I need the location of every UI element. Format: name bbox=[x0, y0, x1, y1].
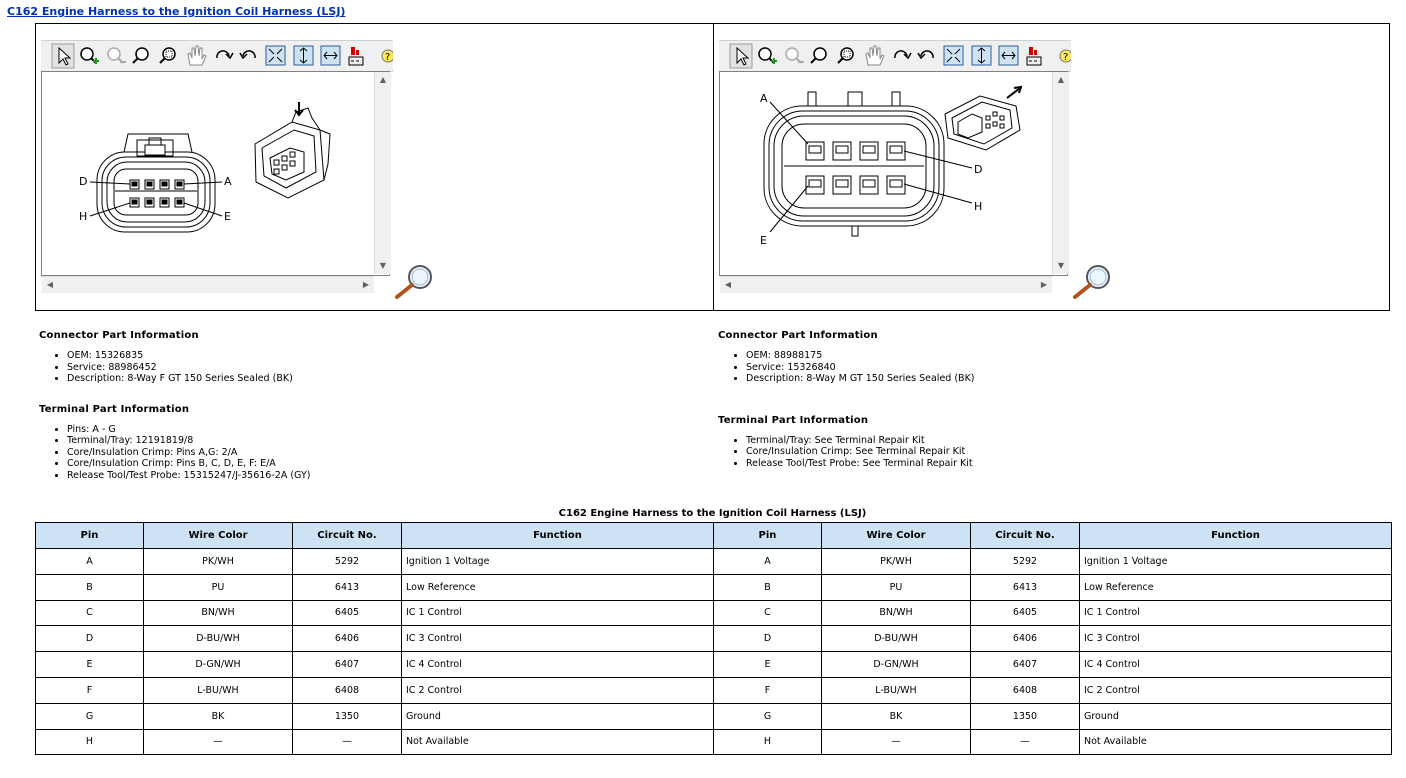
horizontal-scrollbar[interactable] bbox=[42, 276, 374, 293]
pin-cell: H bbox=[36, 729, 144, 755]
column-header-wire-color: Wire Color bbox=[144, 523, 293, 549]
scroll-up-icon[interactable]: ▲ bbox=[1057, 75, 1065, 84]
column-header-function: Function bbox=[1080, 523, 1392, 549]
connector-info-list bbox=[39, 350, 310, 385]
wire-color-cell: — bbox=[144, 729, 293, 755]
left-connector-drawing[interactable] bbox=[41, 71, 390, 276]
zoom-icon[interactable] bbox=[133, 48, 148, 63]
circuit-no-cell: 6408 bbox=[293, 677, 402, 703]
right-connector-drawing[interactable] bbox=[719, 71, 1068, 276]
function-cell: Ignition 1 Voltage bbox=[1080, 549, 1392, 575]
pin-cell: H bbox=[714, 729, 822, 755]
scroll-up-icon[interactable]: ▲ bbox=[379, 75, 387, 84]
function-cell: Ground bbox=[1080, 703, 1392, 729]
vertical-scrollbar[interactable] bbox=[1052, 72, 1069, 274]
scroll-down-icon[interactable]: ▼ bbox=[1057, 261, 1065, 270]
zoom-out-icon[interactable] bbox=[108, 48, 126, 63]
select-arrow-icon[interactable] bbox=[730, 44, 752, 68]
annotation-icon[interactable] bbox=[1027, 47, 1041, 65]
help-icon[interactable] bbox=[382, 50, 393, 63]
fit-all-icon[interactable] bbox=[944, 46, 963, 65]
terminal-info-heading: Terminal Part Information bbox=[718, 414, 869, 426]
pin-cell: B bbox=[714, 574, 822, 600]
pin-cell: E bbox=[36, 652, 144, 678]
left-connector-illustration bbox=[42, 72, 389, 275]
connector-info-heading: Connector Part Information bbox=[718, 330, 878, 341]
zoom-area-icon[interactable] bbox=[838, 48, 853, 63]
table-row bbox=[36, 574, 1392, 600]
circuit-no-cell: 5292 bbox=[293, 549, 402, 575]
list-item: • Description: 8-Way F GT 150 Series Sealed (BK) bbox=[67, 373, 310, 385]
circuit-no-cell: 1350 bbox=[971, 703, 1080, 729]
pin-cell: A bbox=[714, 549, 822, 575]
annotation-icon[interactable] bbox=[349, 47, 363, 65]
function-cell: Ignition 1 Voltage bbox=[402, 549, 714, 575]
fit-all-icon[interactable] bbox=[266, 46, 285, 65]
pin-label-d: D bbox=[79, 175, 88, 188]
rotate-clockwise-icon[interactable] bbox=[895, 51, 911, 58]
list-item: • Release Tool/Test Probe: See Terminal Repair Kit bbox=[746, 458, 975, 470]
pin-cell: A bbox=[36, 549, 144, 575]
table-row bbox=[36, 626, 1392, 652]
left-image-viewer bbox=[41, 40, 396, 295]
magnify-icon[interactable] bbox=[393, 263, 437, 299]
circuit-no-cell: — bbox=[971, 729, 1080, 755]
list-item: • Core/Insulation Crimp: Pins B, C, D, E, F: E/A bbox=[67, 458, 310, 470]
table-caption: C162 Engine Harness to the Ignition Coil Harness (LSJ) bbox=[558, 508, 867, 519]
wire-color-cell: D-GN/WH bbox=[144, 652, 293, 678]
list-item: • Core/Insulation Crimp: Pins A,G: 2/A bbox=[67, 447, 310, 459]
pan-hand-icon[interactable] bbox=[188, 46, 206, 65]
pan-hand-icon[interactable] bbox=[866, 46, 884, 65]
wire-color-cell: D-GN/WH bbox=[822, 652, 971, 678]
function-cell: IC 2 Control bbox=[1080, 677, 1392, 703]
table-header-row bbox=[36, 523, 1392, 549]
pin-cell: C bbox=[36, 600, 144, 626]
circuit-no-cell: 6413 bbox=[293, 574, 402, 600]
insertion-arrow-icon bbox=[1007, 87, 1021, 98]
scroll-right-icon[interactable]: ▶ bbox=[1040, 280, 1048, 289]
pin-label-e: E bbox=[224, 210, 231, 223]
insertion-arrow-icon bbox=[295, 102, 303, 115]
svg-text:?: ? bbox=[385, 52, 391, 63]
function-cell: Ground bbox=[402, 703, 714, 729]
pin-label-e: E bbox=[760, 234, 767, 247]
left-part-info bbox=[39, 330, 310, 481]
wire-color-cell: BN/WH bbox=[144, 600, 293, 626]
column-header-circuit-no: Circuit No. bbox=[971, 523, 1080, 549]
table-row bbox=[36, 729, 1392, 755]
circuit-no-cell: 6405 bbox=[293, 600, 402, 626]
pin-cell: G bbox=[714, 703, 822, 729]
circuit-no-cell: 5292 bbox=[971, 549, 1080, 575]
list-item: • Service: 88986452 bbox=[67, 362, 310, 374]
wire-color-cell: PU bbox=[822, 574, 971, 600]
pin-label-a: A bbox=[760, 92, 768, 105]
vertical-scrollbar[interactable] bbox=[374, 72, 391, 274]
list-item: • Terminal/Tray: 12191819/8 bbox=[67, 435, 310, 447]
column-header-pin: Pin bbox=[36, 523, 144, 549]
wire-color-cell: D-BU/WH bbox=[144, 626, 293, 652]
function-cell: IC 3 Control bbox=[402, 626, 714, 652]
zoom-out-icon[interactable] bbox=[786, 48, 804, 63]
function-cell: Not Available bbox=[402, 729, 714, 755]
right-part-info bbox=[718, 330, 975, 469]
pin-cell: F bbox=[714, 677, 822, 703]
function-cell: IC 4 Control bbox=[1080, 652, 1392, 678]
select-arrow-icon[interactable] bbox=[52, 44, 74, 68]
pin-cell: F bbox=[36, 677, 144, 703]
fit-height-icon[interactable] bbox=[972, 46, 991, 65]
pin-label-h: H bbox=[974, 200, 983, 213]
function-cell: IC 4 Control bbox=[402, 652, 714, 678]
magnify-icon[interactable] bbox=[1071, 263, 1115, 299]
pin-label-d: D bbox=[974, 163, 983, 176]
function-cell: IC 1 Control bbox=[1080, 600, 1392, 626]
function-cell: Not Available bbox=[1080, 729, 1392, 755]
wire-color-cell: PK/WH bbox=[822, 549, 971, 575]
table-body bbox=[36, 549, 1392, 755]
wire-color-cell: D-BU/WH bbox=[822, 626, 971, 652]
circuit-no-cell: 6405 bbox=[971, 600, 1080, 626]
scroll-left-icon[interactable]: ◀ bbox=[46, 280, 54, 289]
wire-color-cell: PK/WH bbox=[144, 549, 293, 575]
fit-width-icon[interactable] bbox=[321, 46, 340, 65]
function-cell: Low Reference bbox=[1080, 574, 1392, 600]
circuit-no-cell: 6406 bbox=[293, 626, 402, 652]
function-cell: Low Reference bbox=[402, 574, 714, 600]
circuit-no-cell: 6407 bbox=[971, 652, 1080, 678]
pinout-table bbox=[35, 522, 1392, 755]
scroll-left-icon[interactable]: ◀ bbox=[724, 280, 732, 289]
connector-info-list bbox=[718, 350, 975, 385]
circuit-no-cell: 6408 bbox=[971, 677, 1080, 703]
pin-cell: B bbox=[36, 574, 144, 600]
svg-text:?: ? bbox=[1063, 52, 1069, 63]
table-row bbox=[36, 703, 1392, 729]
function-cell: IC 2 Control bbox=[402, 677, 714, 703]
right-connector-illustration bbox=[720, 72, 1067, 275]
function-cell: IC 1 Control bbox=[402, 600, 714, 626]
fit-height-icon[interactable] bbox=[294, 46, 313, 65]
column-header-circuit-no: Circuit No. bbox=[293, 523, 402, 549]
pin-cell: G bbox=[36, 703, 144, 729]
page-title-link[interactable]: C162 Engine Harness to the Ignition Coil Harness (LSJ) bbox=[7, 5, 346, 18]
circuit-no-cell: — bbox=[293, 729, 402, 755]
rotate-clockwise-icon[interactable] bbox=[217, 51, 233, 58]
list-item: • OEM: 88988175 bbox=[746, 350, 975, 362]
list-item: • Service: 15326840 bbox=[746, 362, 975, 374]
terminal-info-heading: Terminal Part Information bbox=[39, 403, 190, 415]
scroll-right-icon[interactable]: ▶ bbox=[362, 280, 370, 289]
rotate-counterclockwise-icon[interactable] bbox=[918, 51, 933, 58]
circuit-no-cell: 6407 bbox=[293, 652, 402, 678]
wire-color-cell: L-BU/WH bbox=[144, 677, 293, 703]
column-header-pin: Pin bbox=[714, 523, 822, 549]
terminal-info-list bbox=[718, 435, 975, 470]
zoom-icon[interactable] bbox=[811, 48, 826, 63]
zoom-in-icon[interactable] bbox=[81, 48, 99, 64]
viewer-toolbar bbox=[41, 40, 393, 72]
circuit-no-cell: 1350 bbox=[293, 703, 402, 729]
fit-width-icon[interactable] bbox=[999, 46, 1018, 65]
wire-color-cell: BK bbox=[822, 703, 971, 729]
wire-color-cell: — bbox=[822, 729, 971, 755]
table-row bbox=[36, 600, 1392, 626]
list-item: • Release Tool/Test Probe: 15315247/J-35616-2A (GY) bbox=[67, 470, 310, 482]
wire-color-cell: L-BU/WH bbox=[822, 677, 971, 703]
table-row bbox=[36, 677, 1392, 703]
function-cell: IC 3 Control bbox=[1080, 626, 1392, 652]
figure-divider bbox=[713, 24, 714, 310]
rotate-counterclockwise-icon[interactable] bbox=[240, 51, 255, 58]
list-item: • Terminal/Tray: See Terminal Repair Kit bbox=[746, 435, 975, 447]
list-item: • Core/Insulation Crimp: See Terminal Repair Kit bbox=[746, 446, 975, 458]
pin-cell: D bbox=[714, 626, 822, 652]
pin-cell: D bbox=[36, 626, 144, 652]
right-image-viewer bbox=[719, 40, 1074, 295]
connector-figure-panel bbox=[35, 23, 1390, 311]
pin-label-h: H bbox=[79, 210, 88, 223]
pin-label-a: A bbox=[224, 175, 232, 188]
circuit-no-cell: 6406 bbox=[971, 626, 1080, 652]
wire-color-cell: BN/WH bbox=[822, 600, 971, 626]
zoom-in-icon[interactable] bbox=[759, 48, 777, 64]
table-row bbox=[36, 549, 1392, 575]
pin-cell: E bbox=[714, 652, 822, 678]
connector-info-heading: Connector Part Information bbox=[39, 330, 199, 341]
terminal-info-list bbox=[39, 424, 310, 482]
list-item: • OEM: 15326835 bbox=[67, 350, 310, 362]
list-item: • Description: 8-Way M GT 150 Series Sealed (BK) bbox=[746, 373, 975, 385]
list-item: • Pins: A - G bbox=[67, 424, 310, 436]
circuit-no-cell: 6413 bbox=[971, 574, 1080, 600]
horizontal-scrollbar[interactable] bbox=[720, 276, 1052, 293]
column-header-wire-color: Wire Color bbox=[822, 523, 971, 549]
zoom-area-icon[interactable] bbox=[160, 48, 175, 63]
column-header-function: Function bbox=[402, 523, 714, 549]
wire-color-cell: PU bbox=[144, 574, 293, 600]
scroll-down-icon[interactable]: ▼ bbox=[379, 261, 387, 270]
pin-cell: C bbox=[714, 600, 822, 626]
table-row bbox=[36, 652, 1392, 678]
wire-color-cell: BK bbox=[144, 703, 293, 729]
help-icon[interactable] bbox=[1060, 50, 1071, 63]
viewer-toolbar bbox=[719, 40, 1071, 72]
